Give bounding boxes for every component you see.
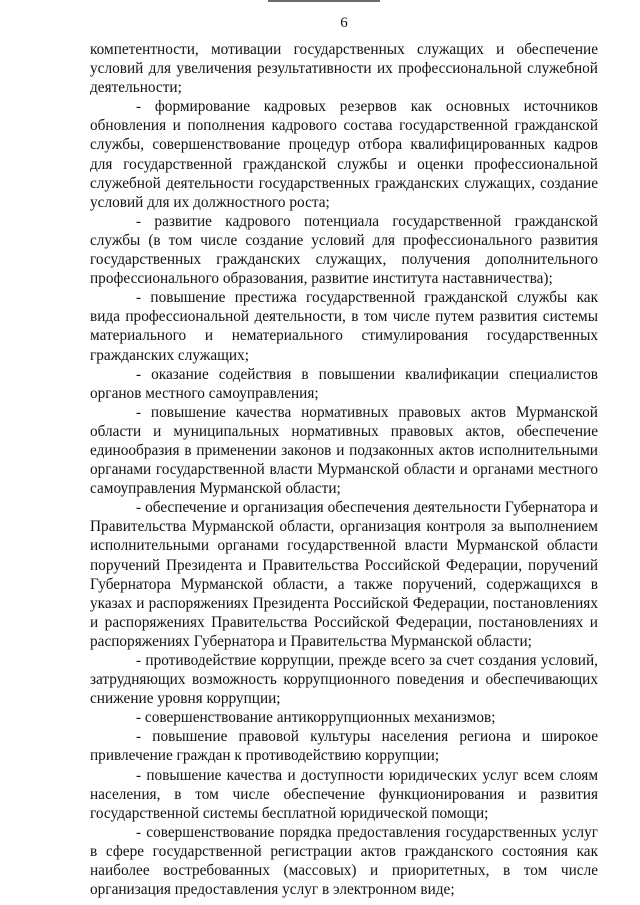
paragraph: - повышение правовой культуры населения региона и широкое привлечение граждан к противодействию коррупции;: [90, 728, 598, 765]
paragraph: - формирование кадровых резервов как основных источников обновления и пополнения кадрового состава государственной гражданской службы, совершенствование процедур отбора квалифицированных кадров для государственной гражданской службы и оценки профессиональной служебной деятельности государственных гражданских служащих, создание условий для их должностного роста;: [90, 98, 598, 211]
paragraph: - обеспечение и организация обеспечения деятельности Губернатора и Правительства Мурманской области, организация контроля за выполнением исполнительными органами государственной власти Мурманской области поручений Президента и Правительства Российской Федерации, поручений Губернатора Мурманской области, а также поручений, содержащихся в указах и распоряжениях Президента Российской Федерации, постановлениях и распоряжениях Правительства Российской Федерации, постановлениях и распоряжениях Губернатора и Правительства Мурманской области;: [90, 499, 598, 650]
paragraph: - развитие кадрового потенциала государственной гражданской службы (в том числе создание условий для профессионального развития государственных гражданских служащих, получения дополнительного профессионального образования, развитие института наставничества);: [90, 212, 598, 288]
paragraph: - противодействие коррупции, прежде всего за счет создания условий, затрудняющих возможность коррупционного поведения и обеспечивающих снижение уровня коррупции;: [90, 652, 598, 708]
paragraph: - повышение качества нормативных правовых актов Мурманской области и муниципальных нормативных правовых актов, обеспечение единообразия в применении законов и подзаконных актов исполнительными органами государственной власти Мурманской области и органами местного самоуправления Мурманской области;: [90, 403, 598, 498]
paragraph: - оказание содействия в повышении квалификации специалистов органов местного самоуправления;: [90, 365, 598, 402]
page-number: 6: [340, 15, 348, 31]
top-edge-line: [268, 0, 380, 2]
paragraph: компетентности, мотивации государственных служащих и обеспечение условий для увеличения результативности их профессиональной служебной деятельности;: [90, 41, 598, 97]
document-body: [90, 40, 598, 899]
paragraph: - совершенствование порядка предоставления государственных услуг в сфере государственной регистрации актов гражданского состояния как наиболее востребованных (массовых) и приоритетных, в том числе организация предоставления услуг в электронном виде;: [90, 823, 598, 899]
paragraph: - повышение престижа государственной гражданской службы как вида профессиональной деятельности, в том числе путем развития системы материального и нематериального стимулирования государственных гражданских служащих;: [90, 289, 598, 364]
paragraph: - совершенствование антикоррупционных механизмов;: [136, 709, 496, 727]
paragraph: - повышение качества и доступности юридических услуг всем слоям населения, в том числе обеспечение функционирования и развития государственной системы бесплатной юридической помощи;: [90, 766, 598, 822]
